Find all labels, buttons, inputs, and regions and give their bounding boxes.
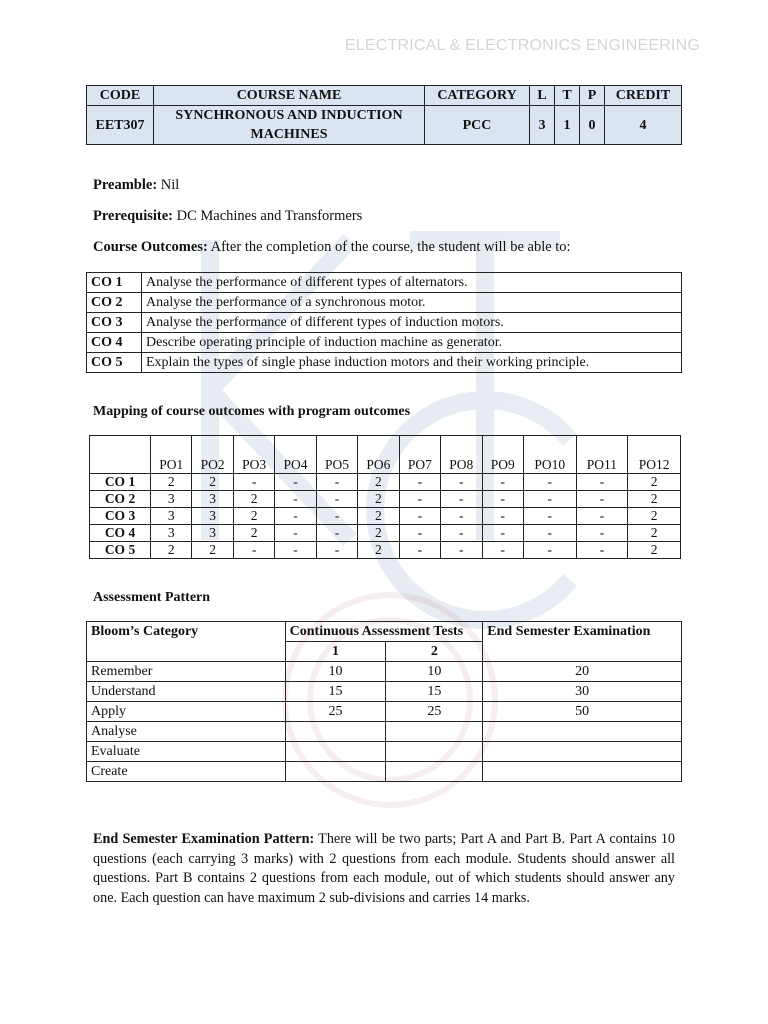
col-course-name: COURSE NAME <box>154 86 425 106</box>
course-info-table <box>86 85 682 145</box>
assessment-pattern-table <box>86 621 682 782</box>
course-p: 0 <box>580 106 605 145</box>
course-name: SYNCHRONOUS AND INDUCTION MACHINES <box>154 106 425 145</box>
ese-pattern-paragraph: End Semester Examination Pattern: There will be two parts; Part A and Part B. Part A contains 10 questions (each carrying 3 marks) with 2 questions from each module. Students should answer all questions. Part B contains 2 questions from each module, out of which students should answer any one. Each question can have maximum 2 sub-divisions and carries 14 marks. <box>93 831 676 906</box>
table-row: CO 5 2 2 - - - 2 - - - - - 2 <box>90 542 681 559</box>
table-row: CO 1 2 2 - - - 2 - - - - - 2 <box>90 474 681 491</box>
table-row: Evaluate <box>87 742 682 762</box>
table-row: Create <box>87 762 682 782</box>
col-l: L <box>530 86 555 106</box>
col-ese: End Semester Examination <box>483 622 682 662</box>
table-row: Understand 15 15 30 <box>87 682 682 702</box>
prerequisite: Prerequisite: DC Machines and Transformers <box>93 208 363 224</box>
table-row: Remember 10 10 20 <box>87 662 682 682</box>
col-credit: CREDIT <box>605 86 682 106</box>
table-row: CO 2 Analyse the performance of a synchronous motor. <box>87 293 682 313</box>
course-category: PCC <box>425 106 530 145</box>
course-l: 3 <box>530 106 555 145</box>
table-row: CO 3 Analyse the performance of different types of induction motors. <box>87 313 682 333</box>
course-t: 1 <box>555 106 580 145</box>
col-cat: Continuous Assessment Tests <box>285 622 483 642</box>
table-row: CO 2 3 3 2 - - 2 - - - - - 2 <box>90 491 681 508</box>
assessment-title: Assessment Pattern <box>93 590 211 605</box>
course-outcomes-intro: Course Outcomes: After the completion of the course, the student will be able to: <box>93 239 571 255</box>
table-row: CO 4 Describe operating principle of induction machine as generator. <box>87 333 682 353</box>
department-header: ELECTRICAL & ELECTRONICS ENGINEERING <box>344 37 700 54</box>
col-bloom: Bloom’s Category <box>87 622 286 662</box>
mapping-header-row: PO1 PO2 PO3 PO4 PO5 PO6 PO7 PO8 PO9 PO10 PO11 PO12 <box>90 436 681 474</box>
col-test1: 1 <box>285 642 386 662</box>
col-p: P <box>580 86 605 106</box>
co-po-mapping-table <box>89 435 681 559</box>
course-credit: 4 <box>605 106 682 145</box>
mapping-title: Mapping of course outcomes with program outcomes <box>93 404 411 419</box>
table-row: CO 4 3 3 2 - - 2 - - - - - 2 <box>90 525 681 542</box>
table-row: CO 3 3 3 2 - - 2 - - - - - 2 <box>90 508 681 525</box>
preamble: Preamble: Nil <box>93 177 180 193</box>
table-row: Apply 25 25 50 <box>87 702 682 722</box>
course-outcomes-table <box>86 272 682 373</box>
col-t: T <box>555 86 580 106</box>
col-test2: 2 <box>386 642 483 662</box>
col-code: CODE <box>87 86 154 106</box>
col-category: CATEGORY <box>425 86 530 106</box>
table-row: Analyse <box>87 722 682 742</box>
table-row: CO 5 Explain the types of single phase induction motors and their working principle. <box>87 353 682 373</box>
course-code: EET307 <box>87 106 154 145</box>
table-row: CO 1 Analyse the performance of different types of alternators. <box>87 273 682 293</box>
